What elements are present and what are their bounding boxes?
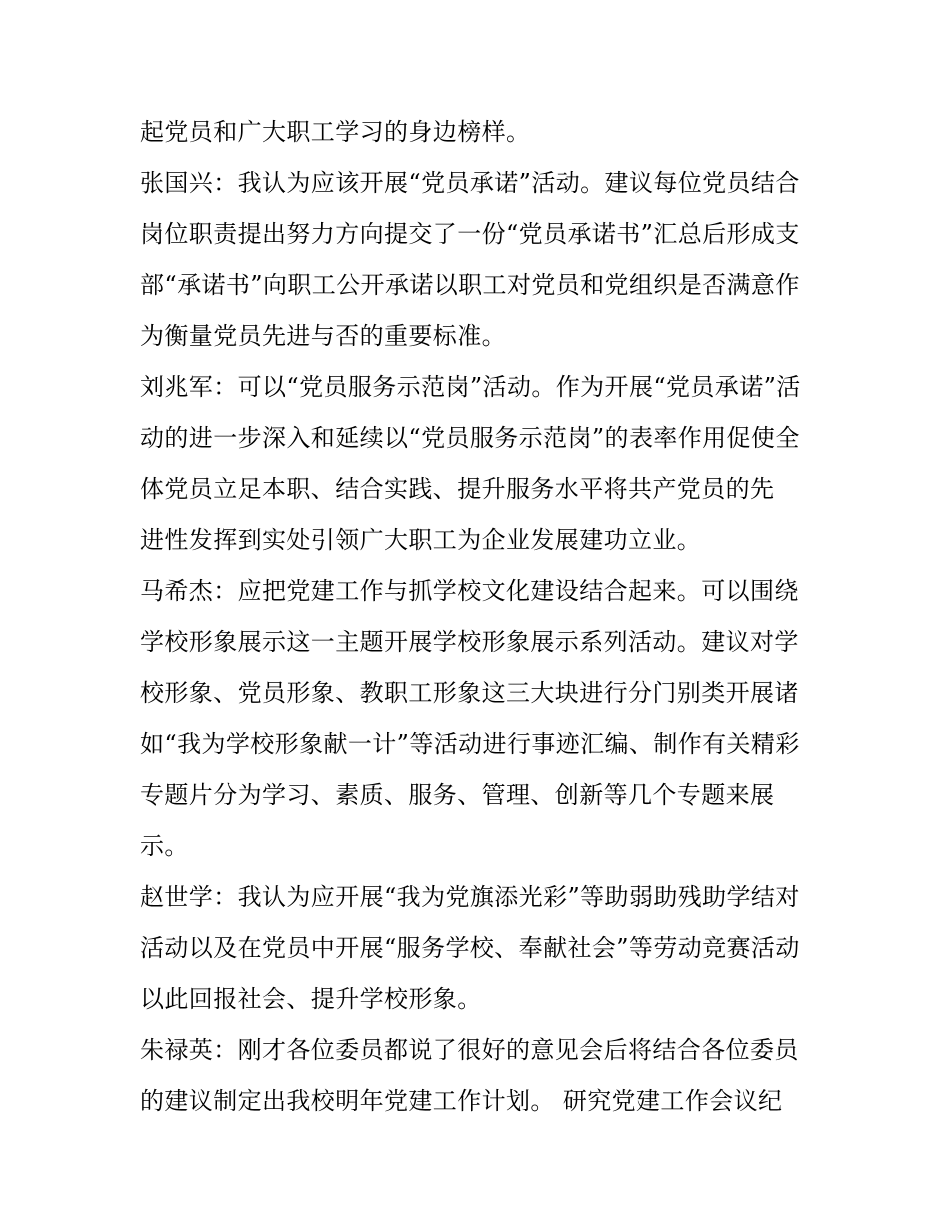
text-line: 起党员和广大职工学习的身边榜样。 (140, 118, 531, 146)
text-line: 学校形象展示这一主题开展学校形象展示系列活动。建议对学 (140, 628, 799, 656)
text-line: 专题片分为学习、素质、服务、管理、创新等几个专题来展 (140, 781, 775, 809)
text-line: 动的进一步深入和延续以“党员服务示范岗”的表率作用促使全 (140, 424, 800, 452)
text-line: 以此回报社会、提升学校形象。 (140, 985, 482, 1013)
text-line: 马希杰：应把党建工作与抓学校文化建设结合起来。可以围绕 (140, 577, 799, 605)
text-line: 岗位职责提出努力方向提交了一份“党员承诺书”汇总后形成支 (140, 220, 800, 248)
text-line: 示。 (140, 832, 189, 860)
text-line: 部“承诺书”向职工公开承诺以职工对党员和党组织是否满意作 (140, 271, 800, 299)
document-body (140, 107, 820, 1127)
text-line: 朱禄英：刚才各位委员都说了很好的意见会后将结合各位委员 (140, 1036, 799, 1064)
text-line: 张国兴：我认为应该开展“党员承诺”活动。建议每位党员结合 (140, 169, 800, 197)
text-line: 如“我为学校形象献一计”等活动进行事迹汇编、制作有关精彩 (140, 730, 800, 758)
text-line: 赵世学：我认为应开展“我为党旗添光彩”等助弱助残助学结对 (140, 883, 800, 911)
text-line: 活动以及在党员中开展“服务学校、奉献社会”等劳动竞赛活动 (140, 934, 800, 962)
text-line: 校形象、党员形象、教职工形象这三大块进行分门别类开展诸 (140, 679, 799, 707)
text-line: 刘兆军：可以“党员服务示范岗”活动。作为开展“党员承诺”活 (140, 373, 801, 401)
text-line: 的建议制定出我校明年党建工作计划。 研究党建工作会议纪 (140, 1087, 783, 1115)
text-line: 体党员立足本职、结合实践、提升服务水平将共产党员的先 (140, 475, 775, 503)
text-line: 进性发挥到实处引领广大职工为企业发展建功立业。 (140, 526, 702, 554)
text-line: 为衡量党员先进与否的重要标准。 (140, 322, 506, 350)
